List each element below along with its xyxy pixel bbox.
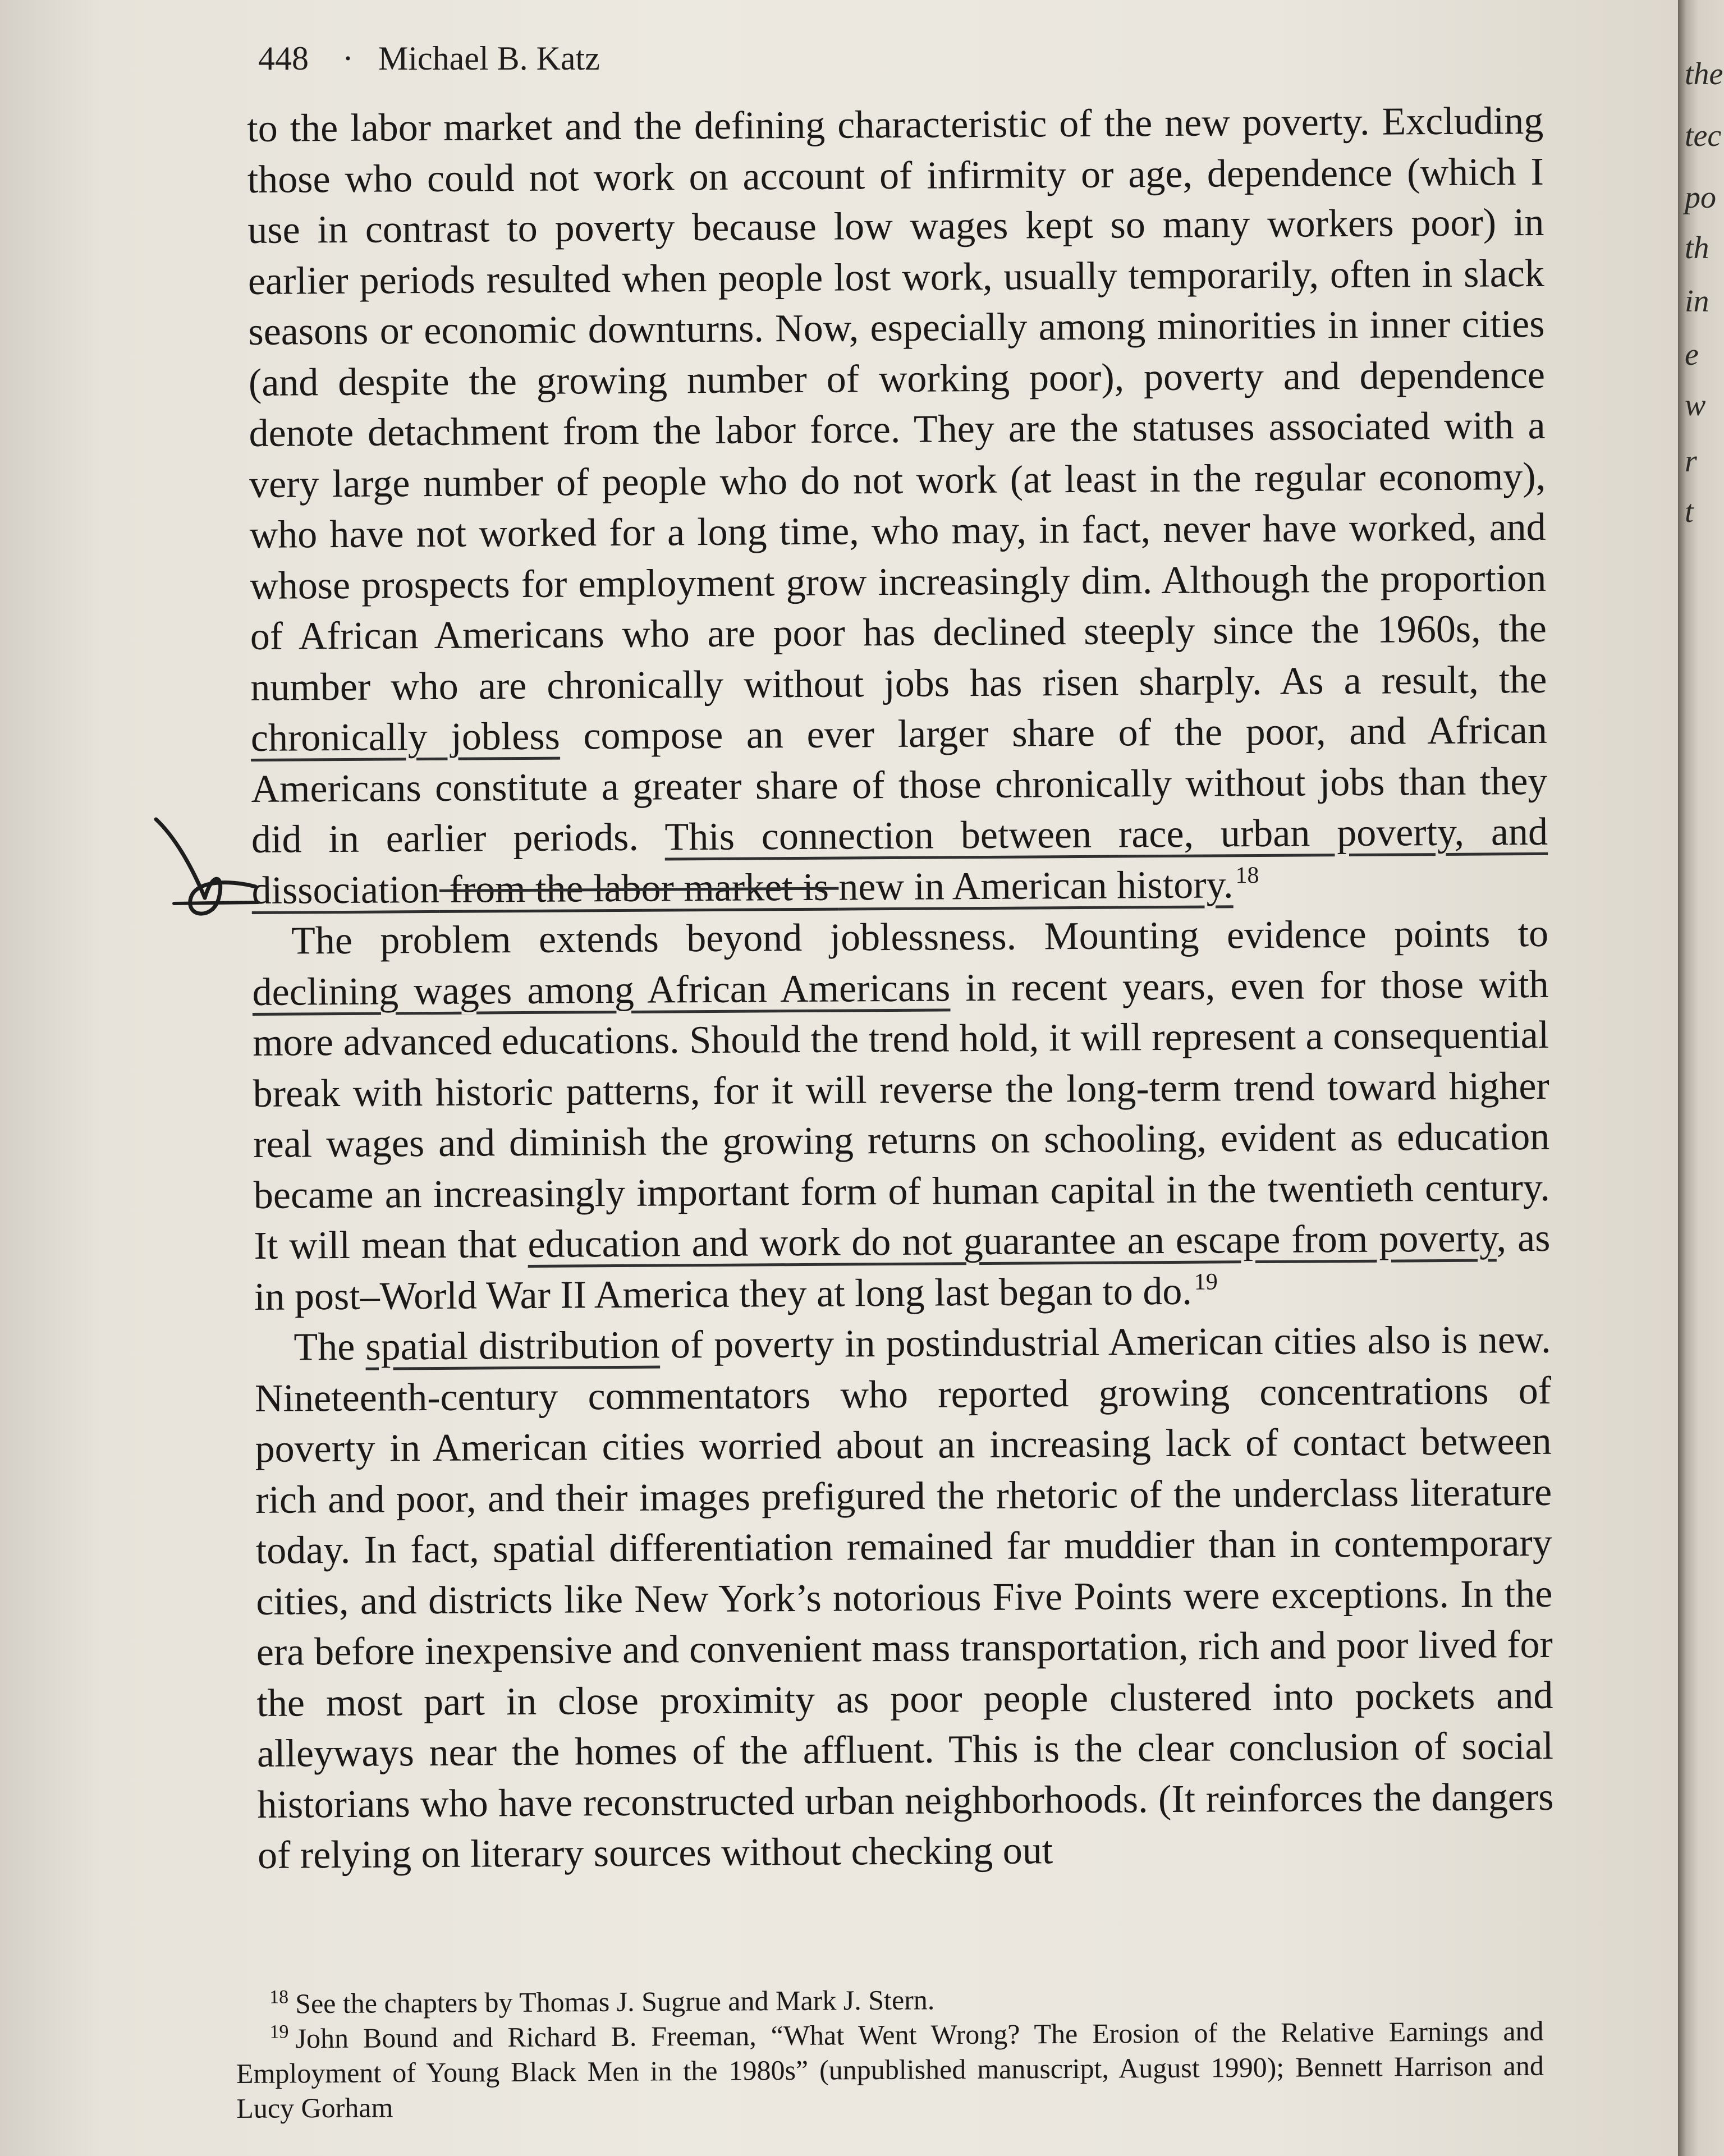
paragraph-2-text: The problem extends beyond joblessness. Mounting evidence points to <box>291 911 1549 963</box>
footnote-number: 19 <box>269 2021 289 2043</box>
underlined-phrase: spatial distribution <box>365 1323 661 1369</box>
footnote-19 <box>236 2013 1544 2126</box>
handwritten-check-mark-icon <box>152 814 264 943</box>
footnote-ref-19: 19 <box>1194 1268 1218 1295</box>
facing-page-fragment: po <box>1685 180 1716 215</box>
body-text <box>247 96 1554 1882</box>
footnote-text: See the chapters by Thomas J. Sugrue and Mark J. Stern. <box>295 1984 935 2020</box>
underlined-phrase: education and work do not guarantee an escape from poverty <box>528 1217 1497 1266</box>
facing-page-fragment: t <box>1685 494 1694 529</box>
footnote-number: 18 <box>269 1987 289 2008</box>
paragraph-3-text: of poverty in postindustrial American cities also is new. Nineteenth-century commentators who reported growing concentrations of poverty in American cities worried about an increasing lack of contact between rich and poor, and their images prefigured the rhetoric of the underclass literature today. In fact, spatial differentiation remained far muddier than in contemporary cities, and districts like New York’s notorious Five Points were exceptions. In the era before inexpensive and convenient mass transportation, rich and poor lived for the most part in close proximity as poor people clustered into pockets and alleyways near the homes of the affluent. This is the clear conclusion of social historians who have reconstructed urban neighborhoods. (It reinforces the dangers of relying on literary sources without checking out <box>254 1318 1554 1877</box>
underlined-phrase: new in American history. <box>838 863 1234 909</box>
underlined-phrase: This connection between race, urban poverty, and dissociation <box>251 810 1548 912</box>
page-number: 448 <box>258 40 309 77</box>
underlined-phrase: chronically jobless <box>250 714 561 760</box>
footnotes <box>236 1979 1544 2126</box>
paragraph-2 <box>252 909 1551 1323</box>
footnote-ref-18: 18 <box>1235 862 1259 888</box>
paragraph-3-text: The <box>294 1325 366 1369</box>
facing-page-fragment: in <box>1685 284 1709 319</box>
paragraph-2-text: in recent years, even for those with more advanced educations. Should the trend hold, it will represent a consequential break with historic patterns, for it will reverse the long-term trend toward higher real wages and diminish the growing returns on schooling, evident as education became an increasingly important form of human capital in the twentieth century. It will mean that <box>252 962 1551 1268</box>
paragraph-1-text: to the labor market and the defining characteristic of the new poverty. Excluding those who could not work on account of infirmity or age, dependence (which I use in contrast to poverty because low wages kept so many workers poor) in earlier periods resulted when people lost work, usually temporarily, often in slack seasons or economic downturns. Now, especially among minorities in inner cities (and despite the growing number of working poor), poverty and dependence denote detachment from the labor force. They are the statuses associated with a very large number of people who do not work (at least in the regular economy), who have not worked for a long time, who may, in fact, never have worked, and whose prospects for employment grow increasingly dim. Although the proportion of African Americans who are poor has declined steeply since the 1960s, the number who are chronically without jobs has risen sharply. As a result, the <box>247 99 1547 709</box>
running-header <box>258 39 600 78</box>
paragraph-2-text: , as in post–World War II America they at long last began to do. <box>254 1216 1551 1319</box>
footnote-text: John Bound and Richard B. Freeman, “What Went Wrong? The Erosion of the Relative Earnings and Employment of Young Black Men in the 1980s” (unpublished manuscript, August 1990); Bennett Harrison and Lucy Gorham <box>236 2015 1544 2124</box>
facing-page-edge <box>1678 0 1724 2156</box>
facing-page-fragment: the <box>1685 57 1723 91</box>
facing-page-fragment: r <box>1685 444 1697 479</box>
facing-page-fragment: tec <box>1685 118 1722 153</box>
paragraph-1 <box>247 96 1548 916</box>
facing-page-fragment: w <box>1685 388 1706 423</box>
header-separator: · <box>342 40 354 77</box>
struck-through-phrase: from the labor market is <box>439 865 839 911</box>
paragraph-1-text: compose an ever larger share of the poor, and African Americans constitute a greater share of those chronically without jobs than they did in earlier periods. <box>251 708 1548 861</box>
facing-page-fragment: th <box>1685 231 1709 265</box>
running-head-author: Michael B. Katz <box>378 40 600 77</box>
underlined-phrase: declining wages among African Americans <box>252 966 951 1014</box>
facing-page-fragment: e <box>1685 337 1699 372</box>
paragraph-3 <box>254 1315 1554 1882</box>
